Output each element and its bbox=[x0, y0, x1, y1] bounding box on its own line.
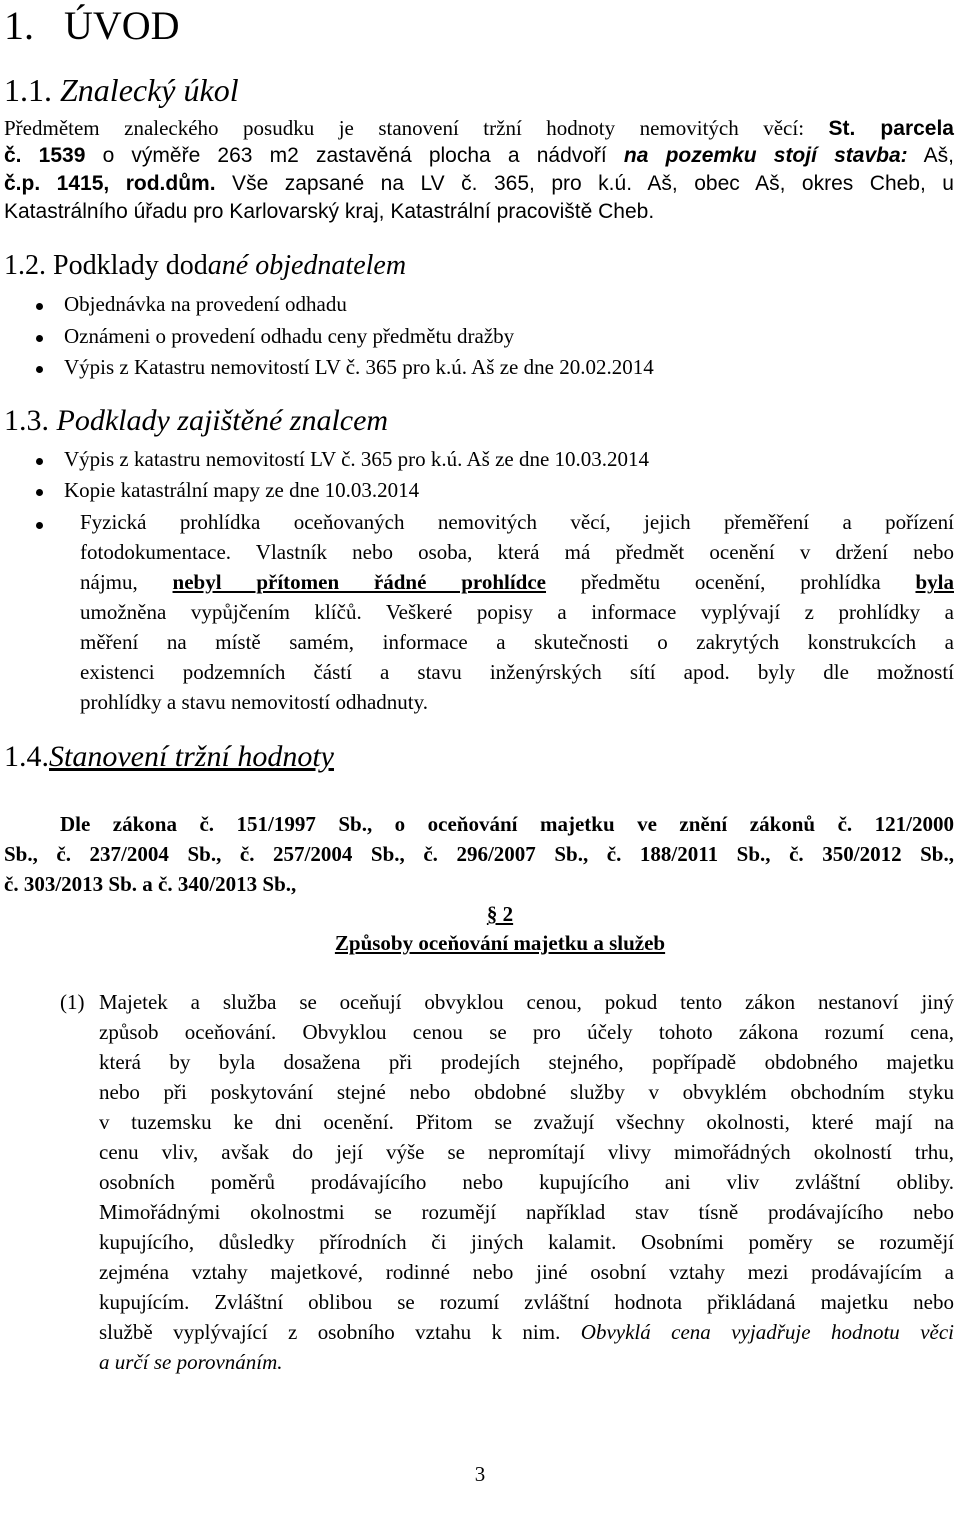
s11-line-3: č.p. 1415, rod.dům. Vše zapsané na LV č. 365, pro k.ú. Aš, obec Aš, okres Cheb, u bbox=[4, 172, 954, 195]
clause-line: Mimořádnými okolnostmi se rozumějí například stav tísně prodávajícího nebo bbox=[99, 1200, 954, 1224]
bullet-icon bbox=[36, 458, 43, 465]
list-item: Oznámeni o provedení odhadu ceny předmětu dražby bbox=[64, 324, 515, 348]
s13-item3-line-4: umožněna vypůjčením klíčů. Veškeré popisy a informace vyplývají z prohlídky a bbox=[80, 600, 954, 624]
bullet-icon bbox=[36, 522, 43, 529]
list-item: Kopie katastrální mapy ze dne 10.03.2014 bbox=[64, 478, 420, 502]
s13-item3-line-5: měření na místě samém, informace a skutečnosti o zakrytých konstrukcích a bbox=[80, 630, 954, 654]
paragraph-sign: § 2 bbox=[486, 902, 514, 926]
page-number: 3 bbox=[474, 1462, 486, 1486]
chapter-title: ÚVOD bbox=[64, 3, 180, 48]
chapter-heading bbox=[4, 2, 180, 49]
law-line-2: Sb., č. 237/2004 Sb., č. 257/2004 Sb., č. 296/2007 Sb., č. 188/2011 Sb., č. 350/2012 Sb., bbox=[4, 842, 954, 866]
clause-line: která by byla dosažena při prodejích stejného, popřípadě obdobného majetku bbox=[99, 1050, 954, 1074]
clause-line: cenu vliv, avšak do její výše se nepromítají vlivy mimořádných okolností trhu, bbox=[99, 1140, 954, 1164]
list-item: Výpis z katastru nemovitostí LV č. 365 pro k.ú. Aš ze dne 10.03.2014 bbox=[64, 447, 650, 471]
list-item: Výpis z Katastru nemovitostí LV č. 365 pro k.ú. Aš ze dne 20.02.2014 bbox=[64, 355, 654, 379]
clause-line: kupujícím. Zvláštní oblibou se rozumí zvláštní hodnota přikládaná majetku nebo bbox=[99, 1290, 954, 1314]
chapter-number: 1. bbox=[4, 3, 34, 48]
s13-item3-line-2: fotodokumentace. Vlastník nebo osoba, která má předmět ocenění v držení nebo bbox=[80, 540, 954, 564]
s13-item3-line-7: prohlídky a stavu nemovitostí odhadnuty. bbox=[80, 690, 429, 714]
clause-line: způsob oceňování. Obvyklou cenou se pro účely tohoto zákona rozumí cena, bbox=[99, 1020, 954, 1044]
clause-line: zejména vztahy majetkové, rodinné nebo jiné osobní vztahy mezi prodávajícím a bbox=[99, 1260, 954, 1284]
section-heading-1-2: 1.2. Podklady dodané objednatelem bbox=[4, 250, 407, 281]
section-heading-1-3: 1.3. Podklady zajištěné znalcem bbox=[4, 404, 389, 437]
section-number: 1.1. bbox=[4, 72, 52, 108]
clause-line: v tuzemsku ke dni ocenění. Přitom se zvažují všechny okolnosti, které mají na bbox=[99, 1110, 954, 1134]
list-item: Objednávka na provedení odhadu bbox=[64, 292, 347, 316]
law-line-1: Dle zákona č. 151/1997 Sb., o oceňování majetku ve znění zákonů č. 121/2000 bbox=[60, 812, 954, 836]
bullet-icon bbox=[36, 366, 43, 373]
section-title: Znalecký úkol bbox=[60, 72, 239, 108]
clause-line: Majetek a služba se oceňují obvyklou cenou, pokud tento zákon nestanoví jiný bbox=[99, 990, 954, 1014]
clause-line-last: a určí se porovnáním. bbox=[99, 1350, 283, 1374]
paragraph-title: Způsoby oceňování majetku a služeb bbox=[334, 931, 666, 955]
s11-line-2: č. 1539 o výměře 263 m2 zastavěná plocha a nádvoří na pozemku stojí stavba: Aš, bbox=[4, 144, 954, 167]
s13-item3-line-1: Fyzická prohlídka oceňovaných nemovitých věcí, jejich přeměření a pořízení bbox=[80, 510, 954, 534]
s13-item3-line-3: nájmu, nebyl přítomen řádné prohlídce předmětu ocenění, prohlídka byla bbox=[80, 570, 954, 594]
bullet-icon bbox=[36, 335, 43, 342]
clause-number: (1) bbox=[60, 990, 85, 1014]
s13-item3-line-6: existenci podzemních částí a stavu inženýrských sítí apod. byly dle možností bbox=[80, 660, 954, 684]
s11-line-1: Předmětem znaleckého posudku je stanovení tržní hodnoty nemovitých věcí: St. parcela bbox=[4, 116, 954, 140]
clause-line: službě vyplývající z osobního vztahu k nim. Obvyklá cena vyjadřuje hodnotu věci bbox=[99, 1320, 954, 1344]
s11-line-4: Katastrálního úřadu pro Karlovarský kraj, Katastrální pracoviště Cheb. bbox=[4, 200, 655, 223]
section-heading-1-4: 1.4.Stanovení tržní hodnoty bbox=[4, 740, 334, 773]
law-line-3: č. 303/2013 Sb. a č. 340/2013 Sb., bbox=[4, 872, 297, 896]
clause-line: nebo při poskytování stejné nebo obdobné služby v obvyklém obchodním styku bbox=[99, 1080, 954, 1104]
bullet-icon bbox=[36, 489, 43, 496]
clause-line: kupujícího, důsledky přírodních či jiných kalamit. Osobními poměry se rozumějí bbox=[99, 1230, 954, 1254]
section-heading-1-1 bbox=[4, 72, 239, 109]
clause-line: osobních poměrů prodávajícího nebo kupujícího ani vliv zvláštní obliby. bbox=[99, 1170, 954, 1194]
bullet-icon bbox=[36, 303, 43, 310]
